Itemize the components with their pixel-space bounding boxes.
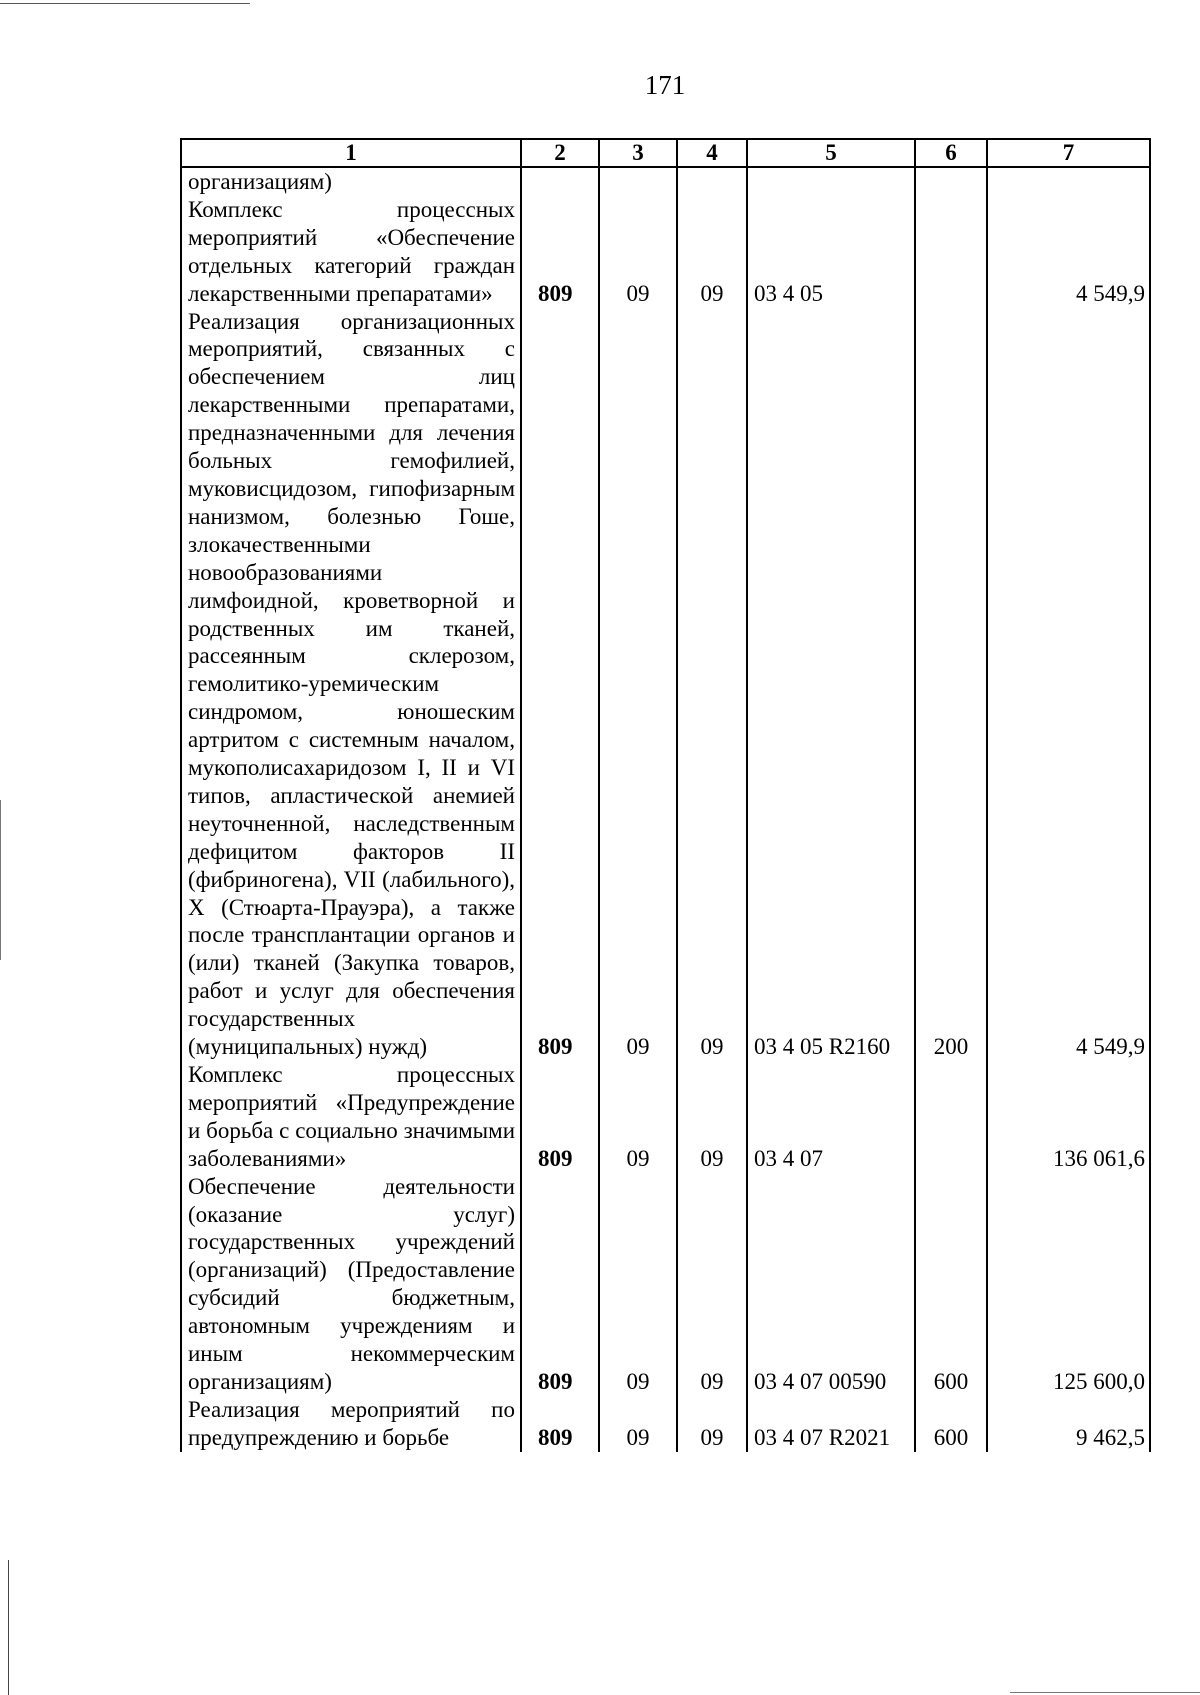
row-subsection: 09: [677, 1173, 747, 1396]
header-col-2: 2: [521, 139, 599, 167]
row-section: 09: [599, 308, 677, 1061]
table-row: [181, 1396, 1150, 1452]
row-expense-type: 600: [915, 1173, 987, 1396]
header-col-3: 3: [599, 139, 677, 167]
row-subsection: 09: [677, 196, 747, 308]
row-section: [599, 167, 677, 196]
row-amount: [987, 167, 1150, 196]
table-row: [181, 1173, 1150, 1396]
row-subsection: 09: [677, 1061, 747, 1173]
scan-edge-left: [8, 1560, 9, 1695]
table-row: [181, 1061, 1150, 1173]
row-name: Реализация мероприятий по предупреждению и борьбе: [181, 1396, 521, 1452]
row-section: 09: [599, 196, 677, 308]
row-expense-type: [915, 196, 987, 308]
row-amount: 125 600,0: [987, 1173, 1150, 1396]
row-target-code: 03 4 07: [747, 1061, 915, 1173]
row-target-code: 03 4 05: [747, 196, 915, 308]
scan-edge-top: [0, 3, 250, 4]
header-col-4: 4: [677, 139, 747, 167]
scan-edge-bottom: [1010, 1692, 1200, 1693]
row-name: Комплекс процессных мероприятий «Предупреждение и борьба с социально значимыми заболеваниями»: [181, 1061, 521, 1173]
row-expense-type: 600: [915, 1396, 987, 1452]
header-col-7: 7: [987, 139, 1150, 167]
row-ministry-code: 809: [521, 1173, 599, 1396]
row-subsection: 09: [677, 308, 747, 1061]
row-amount: 4 549,9: [987, 196, 1150, 308]
page-number: 171: [644, 70, 686, 100]
row-name: организациям): [181, 167, 521, 196]
row-ministry-code: 809: [521, 1061, 599, 1173]
row-ministry-code: 809: [521, 308, 599, 1061]
row-ministry-code: 809: [521, 196, 599, 308]
row-section: 09: [599, 1396, 677, 1452]
row-expense-type: 200: [915, 308, 987, 1061]
table-row: [181, 167, 1150, 196]
row-section: 09: [599, 1173, 677, 1396]
row-subsection: 09: [677, 1396, 747, 1452]
table-header-row: [181, 139, 1150, 167]
table-row: [181, 308, 1150, 1061]
row-expense-type: [915, 167, 987, 196]
table-row: [181, 196, 1150, 308]
row-section: 09: [599, 1061, 677, 1173]
row-target-code: 03 4 07 00590: [747, 1173, 915, 1396]
row-name: Обеспечение деятельности (оказание услуг) государственных учреждений (организаций) (Предоставление субсидий бюджетным, автономным учреждениям и иным некоммерческим организациям): [181, 1173, 521, 1396]
row-amount: 136 061,6: [987, 1061, 1150, 1173]
row-ministry-code: [521, 167, 599, 196]
row-subsection: [677, 167, 747, 196]
budget-table: [180, 138, 1151, 1452]
row-target-code: 03 4 07 R2021: [747, 1396, 915, 1452]
row-target-code: 03 4 05 R2160: [747, 308, 915, 1061]
row-name: Реализация организационных мероприятий, связанных с обеспечением лиц лекарственными препаратами, предназначенными для лечения больных гемофилией, муковисцидозом, гипофизарным нанизмом, болезнью Гоше, злокачественными новообразованиями лимфоидной, кроветворной и родственных им тканей, рассеянным склерозом, гемолитико-уремическим синдромом, юношеским артритом с системным началом, мукополисахаридозом I, II и VI типов, апластической анемией неуточненной, наследственным дефицитом факторов II (фибриногена), VII (лабильного), X (Стюарта-Прауэра), а также после трансплантации органов и (или) тканей (Закупка товаров, работ и услуг для обеспечения государственных (муниципальных) нужд): [181, 308, 521, 1061]
header-col-5: 5: [747, 139, 915, 167]
row-name: Комплекс процессных мероприятий «Обеспечение отдельных категорий граждан лекарственными препаратами»: [181, 196, 521, 308]
row-amount: 9 462,5: [987, 1396, 1150, 1452]
row-expense-type: [915, 1061, 987, 1173]
row-target-code: [747, 167, 915, 196]
row-ministry-code: 809: [521, 1396, 599, 1452]
header-col-6: 6: [915, 139, 987, 167]
row-amount: 4 549,9: [987, 308, 1150, 1061]
header-col-1: 1: [181, 139, 521, 167]
scan-edge-left-mid: [0, 800, 1, 960]
